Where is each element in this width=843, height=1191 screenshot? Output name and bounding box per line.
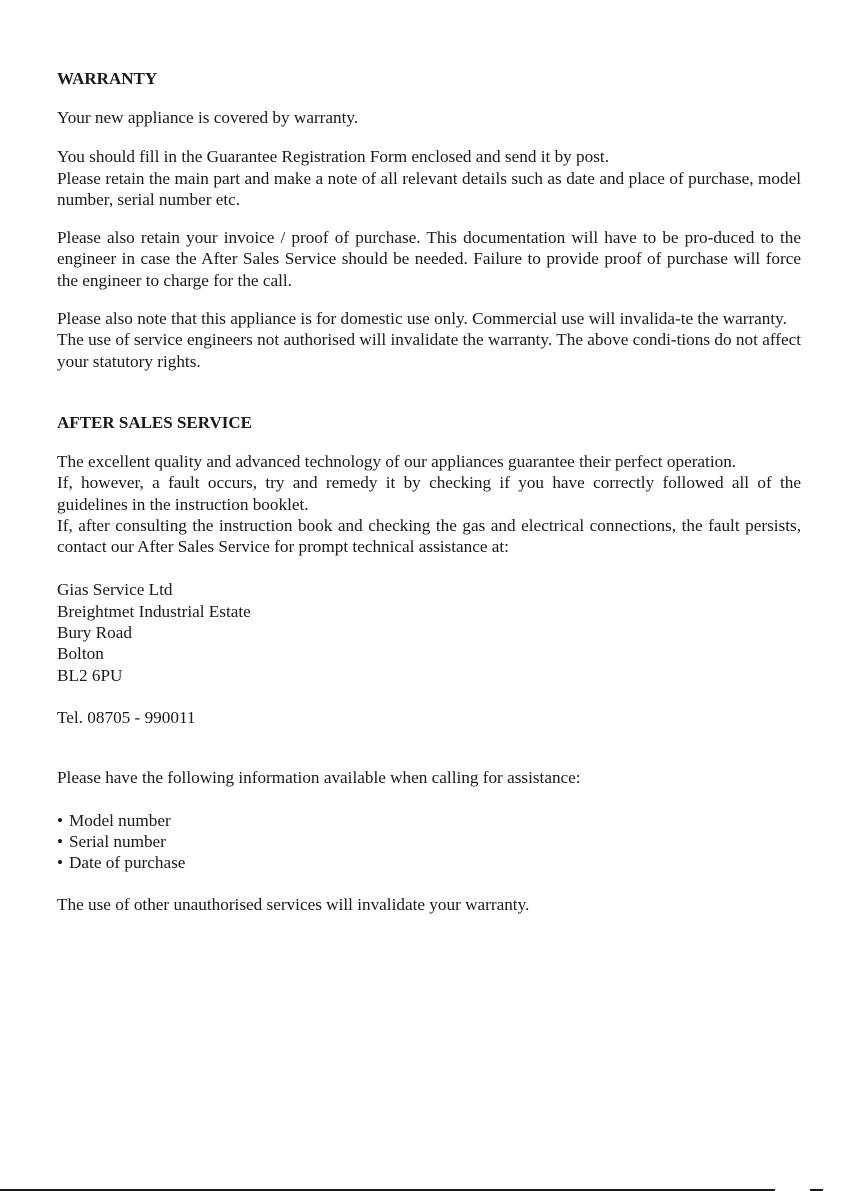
- after-sales-quality-text: The excellent quality and advanced technology of our appliances guarantee their perfect operation.: [57, 451, 737, 471]
- bullet-icon: •: [57, 831, 64, 851]
- warranty-intro: Your new appliance is covered by warranty.: [57, 108, 359, 127]
- assistance-info-text: Please have the following information available when calling for assistance:: [57, 768, 581, 788]
- warranty-registration-text: You should fill in the Guarantee Registration Form enclosed and send it by post.: [57, 147, 610, 167]
- warranty-retain-text: Please retain the main part and make a note of all relevant details such as date and place of purchase, model number, serial number etc.: [57, 168, 801, 209]
- list-item: • Serial number: [57, 831, 166, 851]
- address-company: Gias Service Ltd: [57, 580, 173, 600]
- after-sales-consult-text: If, after consulting the instruction book and checking the gas and electrical connections, the fault persists, contact our After Sales Service for prompt technical assistance at:: [57, 515, 801, 557]
- document-page: [57, 68, 801, 916]
- after-sales-heading: AFTER SALES SERVICE: [57, 412, 252, 432]
- footer-dash: [810, 1189, 823, 1191]
- warranty-invoice-text: Please also retain your invoice / proof of purchase. This documentation will have to be pro-duced to the engineer in case the After Sales Service should be needed. Failure to provide proof of purchase will force the engineer to charge for the call.: [57, 228, 801, 290]
- list-item: • Model number: [57, 810, 171, 830]
- closing-warning-text: The use of other unauthorised services will invalidate your warranty.: [57, 895, 530, 915]
- address-postcode: BL2 6PU: [57, 665, 123, 685]
- list-item: • Date of purchase: [57, 853, 186, 873]
- warranty-heading: WARRANTY: [57, 69, 158, 88]
- bullet-icon: •: [57, 810, 64, 830]
- service-address: [57, 579, 801, 685]
- address-town: Bolton: [57, 644, 104, 664]
- warranty-domestic-text: Please also note that this appliance is for domestic use only. Commercial use will invalida-te the warranty.: [57, 309, 787, 329]
- required-info-list: [57, 810, 801, 874]
- after-sales-fault-text: If, however, a fault occurs, try and remedy it by checking if you have correctly followed all of the guidelines in the instruction booklet.: [57, 473, 801, 514]
- warranty-service-text: The use of service engineers not authorised will invalidate the warranty. The above condi-tions do not affect your statutory rights.: [57, 330, 801, 371]
- service-telephone: Tel. 08705 - 990011: [57, 707, 196, 727]
- address-road: Bury Road: [57, 623, 132, 643]
- footer-rule: [0, 1189, 775, 1191]
- address-estate: Breightmet Industrial Estate: [57, 601, 251, 621]
- bullet-icon: •: [57, 853, 64, 873]
